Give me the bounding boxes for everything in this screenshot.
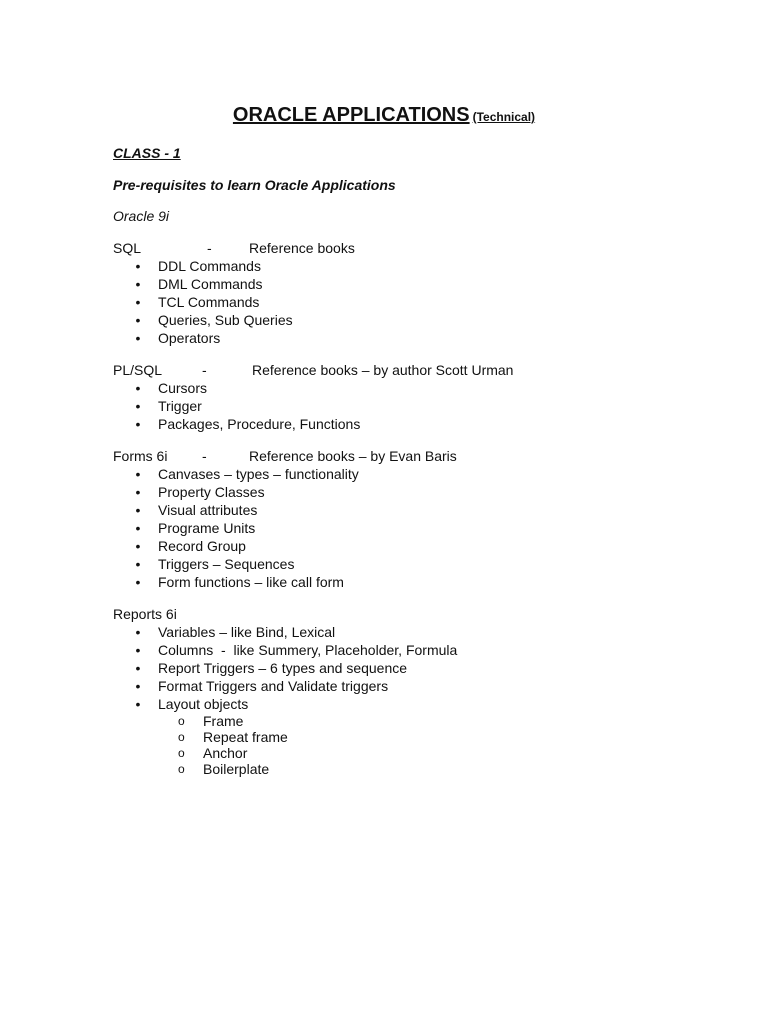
list-item-label: Layout objects <box>158 696 249 712</box>
prerequisites-heading: Pre-requisites to learn Oracle Applications <box>113 177 396 193</box>
bullet-icon: • <box>135 678 141 694</box>
section-heading <box>113 605 673 623</box>
title-sub: (Technical) <box>472 110 536 124</box>
section-reference: Reference books <box>249 240 355 256</box>
section-dash: - <box>207 240 212 256</box>
bullet-icon: • <box>135 538 141 554</box>
sub-list-item-label: Boilerplate <box>203 761 270 777</box>
circle-bullet-icon: o <box>178 762 185 776</box>
list-item-label: Trigger <box>158 398 202 414</box>
bullet-list <box>113 623 673 713</box>
bullet-icon: • <box>135 660 141 676</box>
section-name: Reports 6i <box>113 606 177 622</box>
sub-list-item-label: Frame <box>203 713 244 729</box>
section-dash: - <box>202 448 207 464</box>
list-item-label: Columns - like Summery, Placeholder, Formula <box>158 642 458 658</box>
sub-bullet-list <box>113 713 673 777</box>
list-item <box>113 695 673 713</box>
list-item-label: Property Classes <box>158 484 265 500</box>
list-item-label: Operators <box>158 330 221 346</box>
section-heading <box>113 361 673 379</box>
list-item <box>113 293 673 311</box>
sub-list-item <box>113 729 673 745</box>
list-item <box>113 483 673 501</box>
list-item <box>113 465 673 483</box>
list-item-label: Form functions – like call form <box>158 574 344 590</box>
list-item <box>113 329 673 347</box>
section-name: Forms 6i <box>113 448 168 464</box>
list-item-label: Cursors <box>158 380 208 396</box>
bullet-icon: • <box>135 276 141 292</box>
document-title <box>0 104 768 127</box>
title-main: ORACLE APPLICATIONS <box>232 104 470 126</box>
list-item <box>113 555 673 573</box>
section-sql <box>113 239 673 347</box>
bullet-list <box>113 379 673 433</box>
bullet-icon: • <box>135 642 141 658</box>
bullet-icon: • <box>135 258 141 274</box>
section-forms <box>113 447 673 591</box>
list-item-label: Format Triggers and Validate triggers <box>158 678 389 694</box>
circle-bullet-icon: o <box>178 714 185 728</box>
section-reports <box>113 605 673 777</box>
list-item-label: DDL Commands <box>158 258 261 274</box>
list-item <box>113 501 673 519</box>
list-item <box>113 659 673 677</box>
bullet-icon: • <box>135 574 141 590</box>
oracle-version: Oracle 9i <box>113 208 170 224</box>
bullet-icon: • <box>135 624 141 640</box>
sub-list-item-label: Anchor <box>203 745 248 761</box>
list-item <box>113 311 673 329</box>
section-plsql <box>113 361 673 433</box>
list-item <box>113 519 673 537</box>
section-dash: - <box>202 362 207 378</box>
sub-list-item-label: Repeat frame <box>203 729 288 745</box>
bullet-icon: • <box>135 466 141 482</box>
bullet-icon: • <box>135 416 141 432</box>
bullet-icon: • <box>135 520 141 536</box>
bullet-icon: • <box>135 696 141 712</box>
list-item-label: Record Group <box>158 538 246 554</box>
sub-list-item <box>113 745 673 761</box>
bullet-list <box>113 257 673 347</box>
section-name: PL/SQL <box>113 362 163 378</box>
section-name: SQL <box>113 240 142 256</box>
bullet-icon: • <box>135 294 141 310</box>
list-item <box>113 257 673 275</box>
section-reference: Reference books – by Evan Baris <box>249 448 457 464</box>
list-item <box>113 677 673 695</box>
sub-list-item <box>113 761 673 777</box>
list-item-label: Visual attributes <box>158 502 258 518</box>
list-item <box>113 537 673 555</box>
bullet-icon: • <box>135 380 141 396</box>
list-item <box>113 641 673 659</box>
section-heading <box>113 447 673 465</box>
bullet-list <box>113 465 673 591</box>
list-item-label: DML Commands <box>158 276 263 292</box>
list-item-label: Queries, Sub Queries <box>158 312 293 328</box>
list-item-label: TCL Commands <box>158 294 260 310</box>
circle-bullet-icon: o <box>178 730 185 744</box>
bullet-icon: • <box>135 330 141 346</box>
sub-list-item <box>113 713 673 729</box>
section-heading <box>113 239 673 257</box>
list-item-label: Canvases – types – functionality <box>158 466 359 482</box>
list-item-label: Triggers – Sequences <box>158 556 295 572</box>
list-item-label: Packages, Procedure, Functions <box>158 416 361 432</box>
list-item <box>113 415 673 433</box>
list-item <box>113 573 673 591</box>
bullet-icon: • <box>135 556 141 572</box>
class-label: CLASS - 1 <box>113 145 181 161</box>
list-item-label: Variables – like Bind, Lexical <box>158 624 336 640</box>
list-item-label: Report Triggers – 6 types and sequence <box>158 660 408 676</box>
bullet-icon: • <box>135 312 141 328</box>
list-item <box>113 379 673 397</box>
list-item <box>113 397 673 415</box>
list-item-label: Programe Units <box>158 520 256 536</box>
section-reference: Reference books – by author Scott Urman <box>252 362 514 378</box>
bullet-icon: • <box>135 484 141 500</box>
circle-bullet-icon: o <box>178 746 185 760</box>
list-item <box>113 275 673 293</box>
list-item <box>113 623 673 641</box>
bullet-icon: • <box>135 502 141 518</box>
bullet-icon: • <box>135 398 141 414</box>
